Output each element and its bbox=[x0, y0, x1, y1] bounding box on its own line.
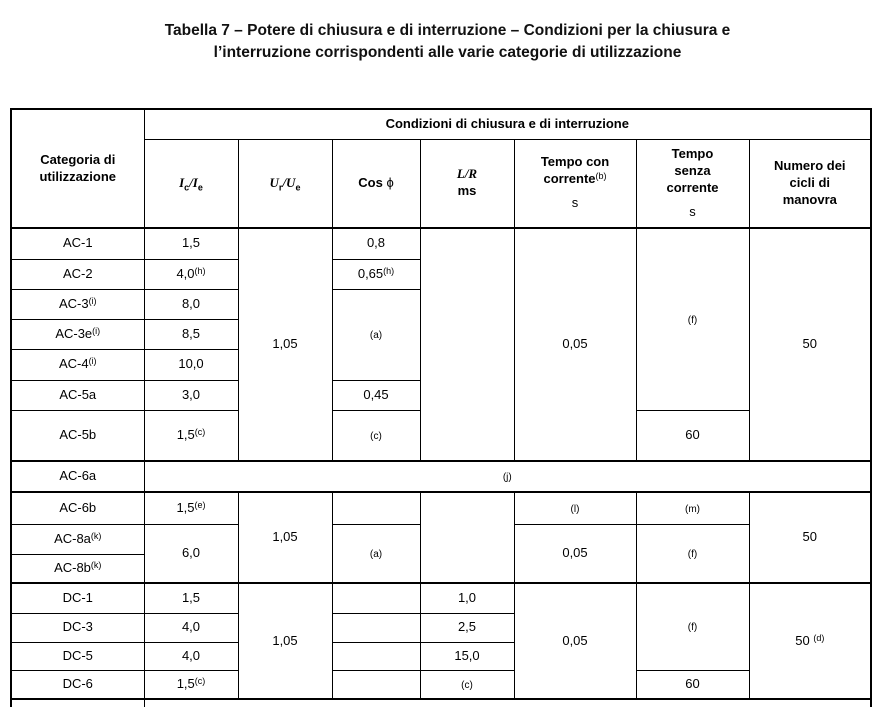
cell-DC-5-2 bbox=[332, 642, 420, 670]
row-AC-6a bbox=[11, 461, 871, 492]
header-row-top bbox=[11, 109, 871, 139]
cell-AC-1-1: 1,5 bbox=[144, 228, 238, 259]
cell-AC-3-0: AC-3$^{(i)}$ bbox=[11, 289, 144, 319]
cell-AC-8a-2: (a) bbox=[332, 524, 420, 583]
tempo-senza-corrente-header: Tempo senza corrente s bbox=[636, 139, 749, 228]
tempo-con-corrente-header: Tempo con corrente$^{(b)}$ s bbox=[514, 139, 636, 228]
cell-AC-6b-7: 50 bbox=[749, 492, 871, 583]
cell-DC-3-0: DC-3 bbox=[11, 613, 144, 642]
table-title-line2: l’interruzione corrispondenti alle varie categorie di utilizzazione bbox=[213, 43, 682, 61]
cell-AC-8a-3: 0,05 bbox=[514, 524, 636, 583]
cell-AC-6b-0: AC-6b bbox=[11, 492, 144, 524]
ic-ie-header: $I_c/I_e$ bbox=[144, 139, 238, 228]
categoria-utilizzazione-header: Categoria di utilizzazione bbox=[11, 109, 144, 228]
row-partial-next-row bbox=[11, 699, 871, 707]
cell-AC-5b-2: (c) bbox=[332, 410, 420, 461]
cell-AC-8a-1: 6,0 bbox=[144, 524, 238, 583]
cell-DC-1-0: DC-1 bbox=[11, 583, 144, 613]
cell-AC-3-1: 8,0 bbox=[144, 289, 238, 319]
cell-DC-3-1: 4,0 bbox=[144, 613, 238, 642]
cell-AC-1-0: AC-1 bbox=[11, 228, 144, 259]
cell-AC-1-6: (f) bbox=[636, 228, 749, 410]
cell-AC-1-4 bbox=[420, 228, 514, 461]
numero-cicli-header: Numero dei cicli di manovra bbox=[749, 139, 871, 228]
cell-DC-1-4: 1,0 bbox=[420, 583, 514, 613]
table-container bbox=[10, 108, 872, 707]
utilization-categories-table bbox=[10, 108, 872, 707]
cell-AC-5b-1: 1,5$^{(c)}$ bbox=[144, 410, 238, 461]
cell-AC-8b-0: $AC-8b^{(k)}$ bbox=[11, 554, 144, 583]
cell-AC-6a-1: (j) bbox=[144, 461, 871, 492]
cell-AC-6a-0: AC-6a bbox=[11, 461, 144, 492]
row-AC-6b bbox=[11, 492, 871, 524]
ur-ue-header: $U_r/U_e$ bbox=[238, 139, 332, 228]
cell-DC-5-1: 4,0 bbox=[144, 642, 238, 670]
cell-AC-8a-4: (f) bbox=[636, 524, 749, 583]
row-AC-1 bbox=[11, 228, 871, 259]
cell-AC-6b-6: (m) bbox=[636, 492, 749, 524]
cell-DC-5-0: DC-5 bbox=[11, 642, 144, 670]
table-title-line1: Tabella 7 – Potere di chiusura e di interruzione – Condizioni per la chiusura e bbox=[164, 22, 731, 39]
cos-phi-header: Cos ϕ bbox=[332, 139, 420, 228]
cell-AC-6b-1: 1,5$^{(e)}$ bbox=[144, 492, 238, 524]
cell-AC-5a-0: AC-5a bbox=[11, 380, 144, 410]
cell-partial-next-row-1 bbox=[144, 699, 871, 707]
cell-DC-3-2 bbox=[332, 613, 420, 642]
cell-AC-5b-3: 60 bbox=[636, 410, 749, 461]
cell-AC-4-0: AC-4$^{(i)}$ bbox=[11, 349, 144, 380]
row-DC-1 bbox=[11, 583, 871, 613]
cell-DC-1-2: 1,05 bbox=[238, 583, 332, 699]
cell-DC-1-6: (f) bbox=[636, 583, 749, 670]
cell-AC-4-1: 10,0 bbox=[144, 349, 238, 380]
cell-AC-5a-1: 3,0 bbox=[144, 380, 238, 410]
condizioni-header: Condizioni di chiusura e di interruzione bbox=[144, 109, 871, 139]
cell-DC-3-3: 2,5 bbox=[420, 613, 514, 642]
cell-AC-6b-3 bbox=[332, 492, 420, 524]
row-DC-6 bbox=[11, 670, 871, 699]
cell-AC-3-2: (a) bbox=[332, 289, 420, 380]
cell-AC-5a-2: 0,45 bbox=[332, 380, 420, 410]
cell-DC-1-5: 0,05 bbox=[514, 583, 636, 699]
cell-AC-3e-1: 8,5 bbox=[144, 319, 238, 349]
cell-AC-6b-2: 1,05 bbox=[238, 492, 332, 583]
cell-DC-6-0: DC-6 bbox=[11, 670, 144, 699]
cell-AC-2-2: 0,65$^{(h)}$ bbox=[332, 259, 420, 289]
cell-AC-1-5: 0,05 bbox=[514, 228, 636, 461]
cell-AC-2-1: 4,0$^{(h)}$ bbox=[144, 259, 238, 289]
l-r-ms-header: L/R ms bbox=[420, 139, 514, 228]
cell-AC-8a-0: $AC-8a^{(k)}$ bbox=[11, 524, 144, 554]
cell-DC-6-1: 1,5$^{(c)}$ bbox=[144, 670, 238, 699]
cell-AC-1-7: 50 bbox=[749, 228, 871, 461]
cell-DC-6-2 bbox=[332, 670, 420, 699]
cell-partial-next-row-0 bbox=[11, 699, 144, 707]
cell-DC-6-3: (c) bbox=[420, 670, 514, 699]
cell-DC-1-7: 50 $^{(d)}$ bbox=[749, 583, 871, 699]
cell-AC-5b-0: AC-5b bbox=[11, 410, 144, 461]
cell-DC-6-4: 60 bbox=[636, 670, 749, 699]
cell-AC-1-3: 0,8 bbox=[332, 228, 420, 259]
cell-AC-6b-4 bbox=[420, 492, 514, 583]
cell-DC-1-3 bbox=[332, 583, 420, 613]
table-title bbox=[43, 20, 853, 63]
cell-AC-2-0: AC-2 bbox=[11, 259, 144, 289]
cell-AC-1-2: 1,05 bbox=[238, 228, 332, 461]
cell-DC-5-3: 15,0 bbox=[420, 642, 514, 670]
cell-DC-1-1: 1,5 bbox=[144, 583, 238, 613]
cell-AC-6b-5: (l) bbox=[514, 492, 636, 524]
cell-AC-3e-0: $AC-3e^{(i)}$ bbox=[11, 319, 144, 349]
